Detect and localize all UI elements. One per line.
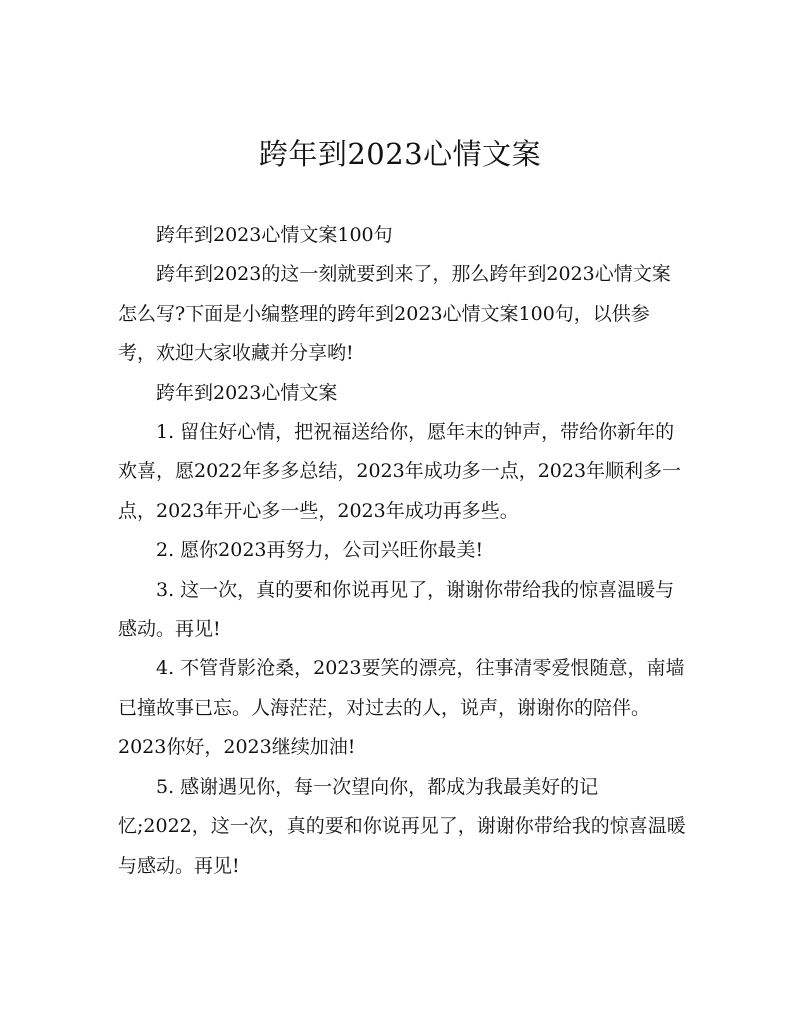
- paragraph-item-1: 1. 留住好心情，把祝福送给你，愿年末的钟声，带给你新年的欢喜，愿2022年多多总结，2023年成功多一点，2023年顺利多一点，2023年开心多一些，2023年成功再多些。: [118, 421, 682, 522]
- paragraph-section-heading: 跨年到2023心情文案: [156, 381, 338, 404]
- paragraph-item-4: 4. 不管背影沧桑，2023要笑的漂亮，往事清零爱恨随意，南墙已撞故事已忘。人海茫茫，对过去的人，说声，谢谢你的陪伴。2023你好，2023继续加油!: [118, 657, 685, 759]
- paragraph-item-5: 5. 感谢遇见你，每一次望向你，都成为我最美好的记忆;2022，这一次，真的要和你说再见了，谢谢你带给我的惊喜温暖与感动。再见!: [118, 775, 686, 877]
- document-body: [118, 216, 686, 886]
- paragraph-item-3: 3. 这一次，真的要和你说再见了，谢谢你带给我的惊喜温暖与感动。再见!: [118, 578, 675, 641]
- document-title: 跨年到2023心情文案: [258, 137, 542, 171]
- paragraph-subtitle: 跨年到2023心情文案100句: [156, 224, 393, 246]
- paragraph-intro: 跨年到2023的这一刻就要到来了，那么跨年到2023心情文案怎么写?下面是小编整理的跨年到2023心情文案100句，以供参考，欢迎大家收藏并分享哟!: [118, 263, 671, 365]
- paragraph-item-2: 2. 愿你2023再努力，公司兴旺你最美!: [156, 539, 484, 562]
